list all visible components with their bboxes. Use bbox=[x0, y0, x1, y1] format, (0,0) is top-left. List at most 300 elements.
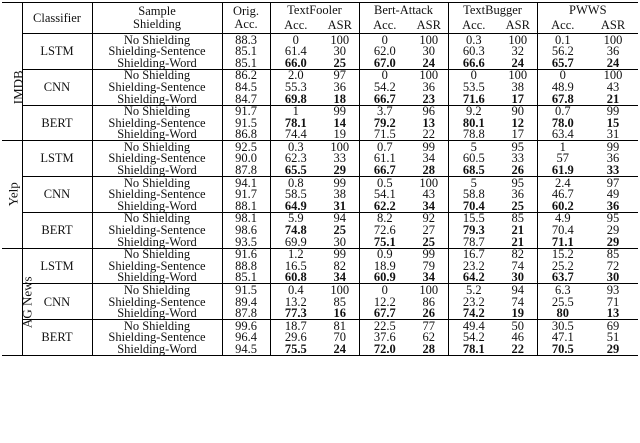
asr-cell: 26 bbox=[410, 308, 448, 320]
table-row bbox=[2, 46, 638, 58]
shielding-cell: Shielding-Word bbox=[92, 308, 222, 320]
acc-cell: 69.8 bbox=[270, 93, 321, 105]
asr-cell: 82 bbox=[499, 248, 537, 260]
acc-header: Acc. bbox=[270, 18, 321, 34]
asr-cell: 77 bbox=[410, 320, 448, 332]
shielding-cell: No Shielding bbox=[92, 248, 222, 260]
attack-header-pwws: PWWS bbox=[537, 3, 638, 19]
table-row bbox=[2, 69, 638, 81]
asr-cell: 18 bbox=[321, 93, 359, 105]
asr-cell: 99 bbox=[321, 248, 359, 260]
acc-cell: 12.2 bbox=[373, 294, 396, 309]
acc-cell: 61.9 bbox=[537, 165, 588, 177]
orig-acc-cell: 91.5 bbox=[222, 284, 270, 296]
orig-acc-cell: 88.3 bbox=[222, 34, 270, 46]
acc-cell: 15.2 bbox=[551, 247, 574, 262]
table-row bbox=[2, 296, 638, 308]
asr-cell: 23 bbox=[410, 93, 448, 105]
asr-cell: 24 bbox=[410, 57, 448, 69]
acc-header: Acc. bbox=[448, 18, 499, 34]
table-row bbox=[2, 332, 638, 344]
acc-cell: 78.1 bbox=[448, 343, 499, 355]
table-row bbox=[2, 34, 638, 46]
classifier-label: BERT bbox=[22, 320, 92, 356]
asr-cell: 99 bbox=[410, 141, 448, 153]
acc-cell: 71.6 bbox=[448, 93, 499, 105]
acc-cell: 0.9 bbox=[376, 247, 393, 262]
classifier-label: CNN bbox=[22, 69, 92, 105]
asr-cell: 94 bbox=[499, 284, 537, 296]
acc-cell: 79.2 bbox=[373, 115, 396, 130]
table-row bbox=[2, 320, 638, 332]
orig-acc-cell: 86.8 bbox=[222, 129, 270, 141]
acc-cell: 6.3 bbox=[554, 283, 571, 298]
asr-cell: 93 bbox=[606, 283, 620, 298]
table-row bbox=[2, 93, 638, 105]
asr-cell: 82 bbox=[321, 260, 359, 272]
acc-cell: 78.1 bbox=[284, 115, 307, 130]
attack-header-textbugger: TextBugger bbox=[448, 3, 537, 19]
acc-cell: 25.5 bbox=[551, 294, 574, 309]
asr-cell: 74 bbox=[499, 296, 537, 308]
asr-cell: 32 bbox=[499, 46, 537, 58]
acc-cell: 74.8 bbox=[284, 223, 307, 238]
asr-cell: 29 bbox=[606, 223, 620, 238]
header-row-1 bbox=[2, 3, 638, 19]
acc-cell: 62.2 bbox=[359, 200, 410, 212]
asr-cell: 36 bbox=[321, 81, 359, 93]
asr-cell: 100 bbox=[499, 34, 537, 46]
acc-cell: 74.4 bbox=[270, 129, 321, 141]
asr-cell: 36 bbox=[499, 189, 537, 201]
acc-cell: 46.7 bbox=[551, 187, 574, 202]
acc-cell: 9.2 bbox=[465, 104, 482, 119]
asr-cell: 29 bbox=[321, 165, 359, 177]
asr-cell: 33 bbox=[499, 153, 537, 165]
asr-cell: 13 bbox=[588, 308, 638, 320]
acc-cell: 23.2 bbox=[462, 258, 485, 273]
asr-cell: 100 bbox=[499, 69, 537, 81]
table-row bbox=[2, 284, 638, 296]
acc-cell: 56.2 bbox=[551, 44, 574, 59]
asr-cell: 34 bbox=[410, 272, 448, 284]
shielding-cell: No Shielding bbox=[92, 34, 222, 46]
shielding-cell: Shielding-Sentence bbox=[92, 46, 222, 58]
acc-cell: 64.2 bbox=[448, 272, 499, 284]
acc-cell: 66.6 bbox=[448, 57, 499, 69]
asr-cell: 34 bbox=[321, 272, 359, 284]
orig-acc-cell: 99.6 bbox=[222, 320, 270, 332]
dataset-label-text: Yelp bbox=[5, 182, 21, 207]
acc-cell: 0.7 bbox=[376, 139, 393, 154]
asr-cell: 100 bbox=[321, 141, 359, 153]
table-row bbox=[2, 343, 638, 355]
asr-cell: 22 bbox=[499, 343, 537, 355]
asr-cell: 25 bbox=[321, 225, 359, 237]
acc-cell: 0.1 bbox=[554, 32, 571, 47]
asr-cell: 21 bbox=[499, 225, 537, 237]
acc-cell: 70.4 bbox=[551, 223, 574, 238]
acc-cell: 67.0 bbox=[359, 57, 410, 69]
acc-cell: 25.2 bbox=[551, 258, 574, 273]
asr-cell: 95 bbox=[499, 177, 537, 189]
shielding-cell: Shielding-Sentence bbox=[92, 189, 222, 201]
acc-cell: 60.2 bbox=[537, 200, 588, 212]
acc-cell: 67.8 bbox=[537, 93, 588, 105]
asr-cell: 97 bbox=[321, 69, 359, 81]
asr-cell: 21 bbox=[588, 93, 638, 105]
table-row bbox=[2, 212, 638, 224]
asr-cell: 92 bbox=[410, 212, 448, 224]
acc-cell: 5.9 bbox=[287, 211, 304, 226]
shielding-cell: Shielding-Sentence bbox=[92, 117, 222, 129]
asr-cell: 69 bbox=[606, 318, 620, 333]
asr-cell: 30 bbox=[410, 46, 448, 58]
asr-cell: 86 bbox=[410, 296, 448, 308]
table-row bbox=[2, 248, 638, 260]
shielding-cell: Shielding-Word bbox=[92, 165, 222, 177]
asr-header: ASR bbox=[410, 18, 448, 34]
orig-acc-cell: 91.7 bbox=[222, 189, 270, 201]
shielding-cell: Shielding-Word bbox=[92, 343, 222, 355]
asr-cell: 30 bbox=[588, 272, 638, 284]
table-row bbox=[2, 141, 638, 153]
asr-cell: 17 bbox=[499, 129, 537, 141]
orig-acc-cell: 94.5 bbox=[222, 343, 270, 355]
asr-cell: 31 bbox=[321, 200, 359, 212]
acc-cell: 78.0 bbox=[551, 115, 574, 130]
shielding-cell: Shielding-Sentence bbox=[92, 225, 222, 237]
asr-cell: 12 bbox=[499, 117, 537, 129]
classifier-label: LSTM bbox=[22, 141, 92, 177]
acc-cell: 37.6 bbox=[373, 330, 396, 345]
dataset-label-text: IMDB bbox=[10, 69, 26, 104]
acc-cell: 0 bbox=[381, 283, 388, 298]
asr-cell: 25 bbox=[321, 57, 359, 69]
classifier-label: BERT bbox=[22, 212, 92, 248]
orig-acc-cell: 89.4 bbox=[222, 296, 270, 308]
acc-cell: 70.5 bbox=[537, 343, 588, 355]
asr-cell: 99 bbox=[321, 177, 359, 189]
shielding-cell: Shielding-Sentence bbox=[92, 81, 222, 93]
acc-cell: 53.5 bbox=[462, 79, 485, 94]
shielding-cell: Shielding-Word bbox=[92, 200, 222, 212]
classifier-label: LSTM bbox=[22, 34, 92, 70]
acc-cell: 13.2 bbox=[284, 294, 307, 309]
asr-cell: 85 bbox=[321, 296, 359, 308]
acc-cell: 72.0 bbox=[359, 343, 410, 355]
shielding-cell: No Shielding bbox=[92, 141, 222, 153]
asr-cell: 50 bbox=[499, 320, 537, 332]
results-body bbox=[2, 34, 638, 356]
dataset-label bbox=[2, 34, 26, 141]
acc-cell: 80.1 bbox=[462, 115, 485, 130]
acc-cell: 1 bbox=[292, 104, 299, 119]
table-row bbox=[2, 200, 638, 212]
table-row bbox=[2, 117, 638, 129]
asr-cell: 79 bbox=[410, 260, 448, 272]
table-row bbox=[2, 308, 638, 320]
acc-cell: 61.4 bbox=[284, 44, 307, 59]
table-row bbox=[2, 105, 638, 117]
acc-cell: 15.5 bbox=[462, 211, 485, 226]
asr-cell: 51 bbox=[606, 330, 620, 345]
acc-cell: 1.2 bbox=[287, 247, 304, 262]
acc-cell: 64.9 bbox=[270, 200, 321, 212]
acc-cell: 16.5 bbox=[284, 258, 307, 273]
table-row bbox=[2, 81, 638, 93]
asr-cell: 36 bbox=[606, 151, 620, 166]
shielding-cell: Shielding-Sentence bbox=[92, 260, 222, 272]
classifier-label: BERT bbox=[22, 105, 92, 141]
asr-cell: 97 bbox=[606, 175, 620, 190]
attack-header-bert-attack: Bert-Attack bbox=[359, 3, 448, 19]
acc-cell: 0 bbox=[470, 68, 477, 83]
orig-acc-cell: 98.1 bbox=[222, 212, 270, 224]
acc-cell: 62.0 bbox=[373, 44, 396, 59]
asr-cell: 13 bbox=[410, 117, 448, 129]
asr-cell: 100 bbox=[321, 34, 359, 46]
acc-cell: 54.1 bbox=[373, 187, 396, 202]
acc-cell: 18.9 bbox=[373, 258, 396, 273]
orig-acc-cell: 91.7 bbox=[222, 105, 270, 117]
asr-cell: 14 bbox=[321, 117, 359, 129]
orig-acc-cell: 90.0 bbox=[222, 153, 270, 165]
orig-acc-header-line1: Orig. bbox=[232, 4, 260, 18]
asr-cell: 100 bbox=[321, 284, 359, 296]
dataset-label bbox=[2, 248, 35, 355]
shielding-cell: Shielding-Word bbox=[92, 236, 222, 248]
asr-cell: 90 bbox=[499, 105, 537, 117]
asr-cell: 74 bbox=[499, 260, 537, 272]
shielding-cell: No Shielding bbox=[92, 320, 222, 332]
asr-cell: 99 bbox=[606, 104, 620, 119]
orig-acc-cell: 91.5 bbox=[222, 117, 270, 129]
asr-cell: 100 bbox=[410, 284, 448, 296]
acc-cell: 0 bbox=[381, 68, 388, 83]
asr-cell: 34 bbox=[410, 200, 448, 212]
acc-cell: 3.7 bbox=[376, 104, 393, 119]
orig-acc-cell: 92.5 bbox=[222, 141, 270, 153]
orig-acc-cell: 96.4 bbox=[222, 332, 270, 344]
asr-cell: 71 bbox=[606, 294, 620, 309]
asr-cell: 29 bbox=[588, 236, 638, 248]
acc-cell: 54.2 bbox=[462, 330, 485, 345]
acc-cell: 60.5 bbox=[462, 151, 485, 166]
acc-cell: 72.6 bbox=[373, 223, 396, 238]
asr-cell: 81 bbox=[321, 320, 359, 332]
shielding-cell: Shielding-Word bbox=[92, 93, 222, 105]
acc-cell: 5 bbox=[470, 139, 477, 154]
asr-cell: 30 bbox=[321, 46, 359, 58]
table-row bbox=[2, 225, 638, 237]
asr-cell: 49 bbox=[606, 187, 620, 202]
shielding-header-line1: Sample bbox=[138, 4, 176, 18]
asr-cell: 25 bbox=[410, 236, 448, 248]
asr-cell: 100 bbox=[410, 34, 448, 46]
asr-cell: 34 bbox=[410, 153, 448, 165]
acc-cell: 60.8 bbox=[270, 272, 321, 284]
acc-cell: 5 bbox=[470, 175, 477, 190]
classifier-header: Classifier bbox=[22, 3, 92, 34]
acc-cell: 66.7 bbox=[359, 93, 410, 105]
asr-cell: 36 bbox=[588, 200, 638, 212]
table-row bbox=[2, 177, 638, 189]
acc-cell: 60.3 bbox=[462, 44, 485, 59]
asr-cell: 100 bbox=[603, 68, 623, 83]
acc-cell: 47.1 bbox=[551, 330, 574, 345]
shielding-cell: No Shielding bbox=[92, 105, 222, 117]
asr-cell: 99 bbox=[321, 105, 359, 117]
asr-header: ASR bbox=[321, 18, 359, 34]
acc-cell: 79.3 bbox=[462, 223, 485, 238]
shielding-header bbox=[92, 3, 222, 34]
asr-cell: 29 bbox=[588, 343, 638, 355]
asr-cell: 24 bbox=[321, 343, 359, 355]
asr-cell: 95 bbox=[606, 211, 620, 226]
orig-acc-cell: 84.5 bbox=[222, 81, 270, 93]
dataset-header bbox=[2, 3, 22, 34]
acc-cell: 74.2 bbox=[448, 308, 499, 320]
asr-cell: 72 bbox=[606, 258, 620, 273]
classifier-label: LSTM bbox=[22, 248, 92, 284]
table-row bbox=[2, 272, 638, 284]
acc-cell: 0.4 bbox=[287, 283, 304, 298]
asr-cell: 22 bbox=[410, 129, 448, 141]
acc-cell: 77.3 bbox=[270, 308, 321, 320]
asr-cell: 85 bbox=[606, 247, 620, 262]
asr-cell: 99 bbox=[606, 139, 620, 154]
shielding-cell: No Shielding bbox=[92, 177, 222, 189]
acc-cell: 63.4 bbox=[537, 129, 588, 141]
shielding-cell: No Shielding bbox=[92, 212, 222, 224]
asr-cell: 38 bbox=[321, 189, 359, 201]
attack-header-textfooler: TextFooler bbox=[270, 3, 359, 19]
acc-cell: 58.5 bbox=[284, 187, 307, 202]
asr-cell: 100 bbox=[410, 177, 448, 189]
shielding-cell: Shielding-Sentence bbox=[92, 296, 222, 308]
acc-cell: 78.7 bbox=[448, 236, 499, 248]
acc-cell: 0 bbox=[292, 32, 299, 47]
orig-acc-cell: 85.1 bbox=[222, 272, 270, 284]
acc-cell: 23.2 bbox=[462, 294, 485, 309]
shielding-cell: No Shielding bbox=[92, 284, 222, 296]
acc-cell: 68.5 bbox=[448, 165, 499, 177]
acc-cell: 0.3 bbox=[287, 139, 304, 154]
acc-cell: 71.1 bbox=[537, 236, 588, 248]
orig-acc-cell: 98.6 bbox=[222, 225, 270, 237]
orig-acc-cell: 91.6 bbox=[222, 248, 270, 260]
asr-cell: 30 bbox=[499, 272, 537, 284]
acc-cell: 4.9 bbox=[554, 211, 571, 226]
orig-acc-cell: 88.1 bbox=[222, 200, 270, 212]
asr-cell: 33 bbox=[321, 153, 359, 165]
asr-cell: 36 bbox=[410, 81, 448, 93]
asr-cell: 43 bbox=[606, 79, 620, 94]
asr-cell: 15 bbox=[606, 115, 620, 130]
table-row bbox=[2, 129, 638, 141]
shielding-cell: Shielding-Sentence bbox=[92, 332, 222, 344]
shielding-cell: Shielding-Sentence bbox=[92, 153, 222, 165]
shielding-cell: No Shielding bbox=[92, 69, 222, 81]
asr-cell: 30 bbox=[321, 236, 359, 248]
acc-cell: 30.5 bbox=[551, 318, 574, 333]
acc-cell: 0 bbox=[559, 68, 566, 83]
asr-cell: 100 bbox=[603, 32, 623, 47]
results-table bbox=[2, 2, 638, 356]
orig-acc-cell: 87.8 bbox=[222, 165, 270, 177]
acc-cell: 58.8 bbox=[462, 187, 485, 202]
acc-cell: 48.9 bbox=[551, 79, 574, 94]
asr-cell: 26 bbox=[499, 165, 537, 177]
dataset-label-text: AG News bbox=[19, 276, 35, 328]
acc-cell: 66.7 bbox=[359, 165, 410, 177]
asr-cell: 21 bbox=[499, 236, 537, 248]
acc-cell: 16.7 bbox=[462, 247, 485, 262]
acc-header: Acc. bbox=[537, 18, 588, 34]
asr-cell: 96 bbox=[410, 105, 448, 117]
asr-cell: 24 bbox=[588, 57, 638, 69]
acc-cell: 2.4 bbox=[554, 175, 571, 190]
dataset-label bbox=[2, 141, 22, 248]
asr-cell: 31 bbox=[588, 129, 638, 141]
table-row bbox=[2, 153, 638, 165]
shielding-cell: Shielding-Word bbox=[92, 57, 222, 69]
orig-acc-cell: 85.1 bbox=[222, 46, 270, 58]
shielding-cell: Shielding-Word bbox=[92, 129, 222, 141]
acc-cell: 62.3 bbox=[284, 151, 307, 166]
acc-cell: 80 bbox=[537, 308, 588, 320]
table-row bbox=[2, 260, 638, 272]
acc-cell: 60.9 bbox=[359, 272, 410, 284]
asr-cell: 28 bbox=[410, 165, 448, 177]
asr-cell: 25 bbox=[499, 200, 537, 212]
acc-cell: 0 bbox=[381, 32, 388, 47]
classifier-label: CNN bbox=[22, 284, 92, 320]
asr-cell: 28 bbox=[410, 343, 448, 355]
asr-cell: 70 bbox=[321, 332, 359, 344]
asr-cell: 94 bbox=[321, 212, 359, 224]
orig-acc-header-line2: Acc. bbox=[234, 17, 258, 31]
acc-cell: 5.2 bbox=[465, 283, 482, 298]
orig-acc-cell: 84.7 bbox=[222, 93, 270, 105]
acc-cell: 69.9 bbox=[270, 236, 321, 248]
acc-cell: 65.5 bbox=[270, 165, 321, 177]
acc-cell: 65.7 bbox=[537, 57, 588, 69]
orig-acc-cell: 94.1 bbox=[222, 177, 270, 189]
orig-acc-cell: 86.2 bbox=[222, 69, 270, 81]
orig-acc-header bbox=[222, 3, 270, 34]
asr-header: ASR bbox=[588, 18, 638, 34]
asr-cell: 100 bbox=[410, 69, 448, 81]
asr-cell: 95 bbox=[499, 141, 537, 153]
acc-cell: 71.5 bbox=[359, 129, 410, 141]
acc-cell: 8.2 bbox=[376, 211, 393, 226]
asr-cell: 33 bbox=[588, 165, 638, 177]
asr-cell: 85 bbox=[499, 212, 537, 224]
asr-cell: 27 bbox=[410, 225, 448, 237]
asr-cell: 19 bbox=[321, 129, 359, 141]
asr-cell: 99 bbox=[410, 248, 448, 260]
acc-cell: 18.7 bbox=[284, 318, 307, 333]
asr-cell: 17 bbox=[499, 93, 537, 105]
acc-cell: 2.0 bbox=[287, 68, 304, 83]
asr-cell: 46 bbox=[499, 332, 537, 344]
acc-cell: 0.7 bbox=[554, 104, 571, 119]
acc-cell: 0.8 bbox=[287, 175, 304, 190]
acc-cell: 0.3 bbox=[465, 32, 482, 47]
table-row bbox=[2, 165, 638, 177]
